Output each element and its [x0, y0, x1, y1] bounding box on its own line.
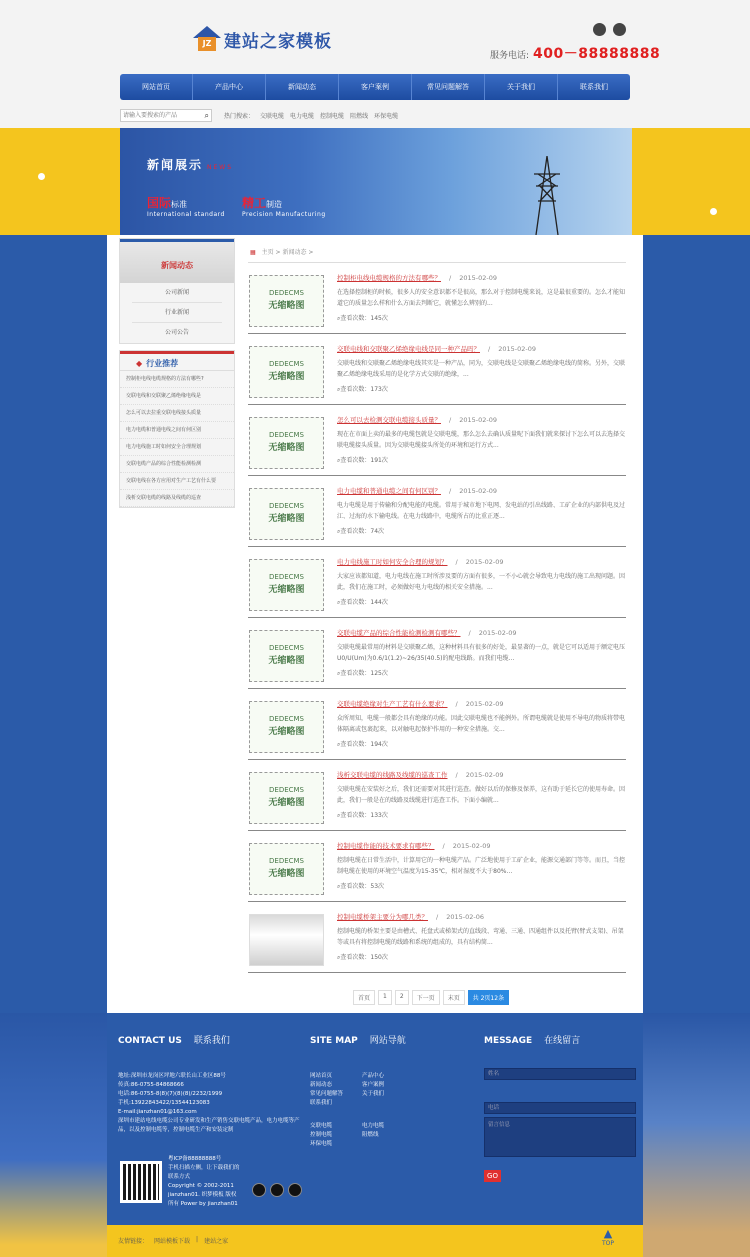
- thumbnail[interactable]: DEDECMS 无缩略图: [249, 843, 324, 895]
- sitemap-link[interactable]: 网站首页: [310, 1073, 333, 1079]
- sidebar-item-company-news[interactable]: 公司新闻: [132, 283, 222, 303]
- item-title[interactable]: 控制电缆作能的技术要求有哪些？: [337, 842, 435, 850]
- recommend-item[interactable]: 交联电线和交联聚乙烯绝缘电线是: [120, 388, 234, 405]
- top-header: [0, 0, 750, 128]
- page-2[interactable]: 2: [395, 990, 409, 1005]
- arrow-up-icon: ▲: [603, 1227, 613, 1240]
- qq-icon[interactable]: [593, 23, 606, 36]
- background-left-sky: [0, 1013, 107, 1257]
- banner-image: [120, 128, 632, 235]
- item-date: 2015-02-09: [465, 700, 504, 708]
- sitemap-link[interactable]: 环保电缆: [310, 1141, 333, 1147]
- banner-slogan-1: 国际标准: [147, 196, 188, 210]
- sitemap-link[interactable]: 客户案例: [362, 1082, 385, 1088]
- footer-sitemap-en: SITE MAP: [310, 1036, 358, 1046]
- page-1[interactable]: 1: [378, 990, 392, 1005]
- item-title[interactable]: 电力电线施工时如何安全合理的规划？: [337, 558, 448, 566]
- hot-search-link[interactable]: 阻燃线: [350, 113, 369, 120]
- recommend-item[interactable]: 控制柜电线电缆规格的方法有哪些?: [120, 371, 234, 388]
- background-left: [0, 235, 107, 1013]
- friend-links-label: 友情链接：: [118, 1238, 149, 1245]
- page-last[interactable]: 末页: [443, 990, 465, 1005]
- contact-line: 电话:86-0755-8(8)(7)(8)(8)/2232/1999: [118, 1091, 223, 1097]
- nav-home[interactable]: 网站首页: [120, 74, 193, 100]
- thumbnail[interactable]: DEDECMS 无缩略图: [249, 559, 324, 611]
- magnifier-icon: ⌕: [337, 599, 341, 606]
- sitemap-link[interactable]: 常见问题解答: [310, 1091, 344, 1097]
- content-area: [107, 235, 643, 1013]
- list-item: DEDECMS 无缩略图 电力电缆和普通电缆之间有何区别？ / 2015-02-09 电力电缆是用于传输和分配电能的电缆。常用于城市地下电网、发电站的引出线路、工矿企业的内部供电及过江、过海的水下输电线。在电力线路中，电缆所占的比重正逐... ⌕查看次数：74次: [248, 476, 626, 547]
- footer: [107, 1013, 643, 1225]
- banner-dot: [710, 208, 717, 215]
- item-date: 2015-02-09: [459, 274, 497, 282]
- nav-contact[interactable]: 联系我们: [580, 83, 608, 91]
- service-phone: [490, 43, 660, 63]
- page-total: 共 2页12条: [468, 990, 509, 1005]
- item-desc: 现在在市面上卖的最多的电缆包就是交联电缆，那么怎么去确认质量呢下面我们就来探讨下怎么可以去选择交联电缆接头质量。因为交联电缆接头所处的环境和运行方式...: [337, 431, 625, 449]
- banner-dot: [38, 173, 45, 180]
- item-views: 173次: [370, 386, 388, 393]
- logo-house-icon: JZ: [193, 26, 221, 52]
- thumbnail[interactable]: DEDECMS 无缩略图: [249, 701, 324, 753]
- nav-news[interactable]: 新闻动态: [266, 74, 339, 100]
- sitemap-link[interactable]: 电力电缆: [362, 1123, 385, 1129]
- item-date: 2015-02-06: [446, 913, 484, 921]
- page-next[interactable]: 下一页: [412, 990, 440, 1005]
- background-right: [643, 235, 750, 1013]
- list-item: DEDECMS 无缩略图 控制柜电线电缆规格的方法有哪些？ / 2015-02-09 在选择控制柜的时候，很多人的安全意识都不是很高，那么对于控制电缆来说，这是最很重要的。怎么才能知道它的质量怎么样和什么方面去判断它，就懂怎么辨别的... ⌕查看次数：145次: [248, 263, 626, 334]
- magnifier-icon: ⌕: [337, 528, 341, 535]
- news-list: [248, 243, 626, 1002]
- sitemap-link[interactable]: 新闻动态: [310, 1082, 333, 1088]
- thumbnail[interactable]: DEDECMS 无缩略图: [249, 772, 324, 824]
- item-date: 2015-02-09: [452, 842, 491, 850]
- sitemap-link[interactable]: 联系我们: [310, 1100, 333, 1106]
- tencent-weibo-icon[interactable]: [288, 1183, 302, 1197]
- logo-text: 建站之家模板: [224, 31, 332, 52]
- magnifier-icon: ⌕: [337, 386, 341, 393]
- sidebar-item-industry-news[interactable]: 行业新闻: [132, 303, 222, 323]
- hot-search-link[interactable]: 环保电缆: [374, 113, 399, 120]
- logo[interactable]: [193, 25, 332, 53]
- magnifier-icon: ⌕: [337, 954, 341, 961]
- hot-search-link[interactable]: 控制电缆: [320, 113, 345, 120]
- recommend-item[interactable]: 浅析交联电缆的线路及线缆的巡查: [120, 490, 234, 507]
- item-title[interactable]: 交联电缆绝缘对生产工艺有什么要求？: [337, 700, 448, 708]
- top-social-icons: [593, 23, 626, 36]
- footer-sitemap-cn: 网站导航: [369, 1036, 406, 1046]
- item-title[interactable]: 控制电缆桥架主要分为哪几类？: [337, 913, 428, 921]
- hot-search-label: 热门搜索：: [224, 113, 255, 120]
- recommend-item[interactable]: 交联电缆产品的综合性能检测检测: [120, 456, 234, 473]
- contact-line: 手机:13922843422/13544123083: [118, 1100, 210, 1106]
- item-date: 2015-02-09: [465, 558, 504, 566]
- recommend-heading: ◆ 行业推荐: [120, 351, 234, 371]
- message-textarea[interactable]: 留言信息: [484, 1117, 636, 1157]
- sidebar-category-box: [119, 238, 235, 344]
- pagination: [353, 990, 509, 1005]
- nav-about[interactable]: 关于我们: [485, 74, 558, 100]
- item-desc: 大家应该都知道，电力电线在施工时所涉及要的方面有很多，一不小心就会导致电力电线的施工出现问题。因此，我们在施工时，必须做好电力电线的相关安全措施。...: [337, 573, 625, 591]
- item-views: 144次: [370, 599, 388, 606]
- footer-contact: [118, 1033, 308, 1135]
- phone-input[interactable]: 电话: [484, 1102, 636, 1114]
- phone-label: 服务电话:: [490, 51, 530, 61]
- submit-button[interactable]: GO: [484, 1170, 501, 1182]
- qr-code: [120, 1161, 162, 1203]
- background-right-sky: [643, 1013, 750, 1257]
- search-input[interactable]: [121, 110, 197, 121]
- breadcrumb-current: 新闻动态: [282, 249, 307, 256]
- star-icon: ◆: [136, 359, 143, 368]
- contact-line: 地址:深圳市龙岗区坪地六联长山工业区88号: [118, 1073, 226, 1079]
- magnifier-icon: ⌕: [337, 315, 341, 322]
- footer-message: [484, 1033, 636, 1182]
- item-desc: 控制电缆的桥架主要是由槽式、托盘式或梯架式的直线段、弯通、三通、四通组件以及托臂(臂式支架)、吊架等或具有将控制电缆的线路和系统的组成的，具有结构简...: [337, 928, 624, 946]
- item-title[interactable]: 交联电线和交联聚乙烯绝缘电线是同一种产品吗？: [337, 345, 480, 353]
- banner-title: 新闻展示 NEWS: [147, 158, 234, 172]
- hot-search: [224, 111, 398, 120]
- sitemap-link[interactable]: 阻燃线: [362, 1132, 379, 1138]
- item-views: 191次: [370, 457, 388, 464]
- footer-sitemap: [310, 1033, 480, 1149]
- item-date: 2015-02-09: [459, 416, 497, 424]
- grid-icon: ▦: [250, 249, 256, 256]
- magnifier-icon: ⌕: [337, 670, 341, 677]
- footer-social: [252, 1183, 302, 1197]
- recommend-box: [119, 350, 235, 508]
- item-desc: 控制电缆在日常生活中，计算用它的一种电缆产品。广泛地使用于工矿企业，能源交通部门等等。而且，当控制电缆在使用的环境空气温度为15-35℃，相对湿度不大于80%...: [337, 857, 625, 875]
- item-desc: 在选择控制柜的时候，很多人的安全意识都不是很高，那么对于控制电缆来说，这是最很重要的。怎么才能知道它的质量怎么样和什么方面去判断它，就懂怎么辨别的...: [337, 289, 625, 307]
- friend-link[interactable]: 网站模板下载: [154, 1238, 191, 1245]
- item-views: 194次: [370, 741, 388, 748]
- banner: [0, 128, 750, 235]
- item-desc: 交联电缆最常用的材料是交联聚乙烯，这种材料具有很多的好处，最显著的一点，就是它可以适用于额定电压U0/U(Um)为0.6/1(1.2)~26/35(40.5)的配电线路。而我们电缆...: [337, 644, 625, 662]
- sitemap-link[interactable]: 交联电缆: [310, 1123, 333, 1129]
- item-views: 145次: [370, 315, 388, 322]
- thumbnail[interactable]: DEDECMS 无缩略图: [249, 346, 324, 398]
- thumbnail[interactable]: DEDECMS 无缩略图: [249, 630, 324, 682]
- name-input[interactable]: 姓名: [484, 1068, 636, 1080]
- banner-slogan-2-en: Precision Manufacturing: [242, 211, 326, 218]
- item-desc: 众所周知，电缆一般都会具有绝缘的功能。因此交联电缆也不能例外。所谓电缆就是使用不导电的物质将带电体隔离或包裹起来，以对触电起保护作用的一种安全措施。交...: [337, 715, 625, 733]
- banner-slogan-1-en: International standard: [147, 211, 225, 218]
- item-desc: 电力电缆是用于传输和分配电能的电缆。常用于城市地下电网、发电站的引出线路、工矿企业的内部供电及过江、过海的水下输电线。在电力线路中，电缆所占的比重正逐...: [337, 502, 625, 520]
- item-title[interactable]: 怎么可以去检测交联电缆接头质量？: [337, 416, 441, 424]
- item-title[interactable]: 电力电缆和普通电缆之间有何区别？: [337, 487, 441, 495]
- item-title[interactable]: 浅析交联电缆的线路及线缆的巡查工作: [337, 771, 448, 779]
- sidebar: [119, 238, 235, 508]
- nav-cases[interactable]: 客户案例: [339, 74, 412, 100]
- magnifier-icon: ⌕: [337, 457, 341, 464]
- nav-faq[interactable]: 常见问题解答: [412, 74, 485, 100]
- breadcrumb: ▦ 主页 > 新闻动态 >: [248, 243, 626, 263]
- list-item: DEDECMS 无缩略图 交联电线和交联聚乙烯绝缘电线是同一种产品吗？ / 2015-02-09 交联电线和交联聚乙烯绝缘电线其实是一种产品，同为，交联电线是交联聚乙烯绝缘电线的简称。另外，交联聚乙烯绝缘电线采用的是化学方式交联的绝缘，... ⌕查看次数：173次: [248, 334, 626, 405]
- thumbnail[interactable]: DEDECMS 无缩略图: [249, 417, 324, 469]
- breadcrumb-home[interactable]: 主页: [261, 249, 274, 256]
- thumbnail[interactable]: DEDECMS 无缩略图: [249, 275, 324, 327]
- sidebar-heading: 新闻动态: [120, 239, 234, 283]
- weibo-icon[interactable]: [613, 23, 626, 36]
- list-item: DEDECMS 无缩略图 交联电缆绝缘对生产工艺有什么要求？ / 2015-02-09 众所周知，电缆一般都会具有绝缘的功能。因此交联电缆也不能例外。所谓电缆就是使用不导电的物质将带电体隔离或包裹起来，以对触电起保护作用的一种安全措施。交... ⌕查看次数：194次: [248, 689, 626, 760]
- magnifier-icon: ⌕: [337, 883, 341, 890]
- recommend-item[interactable]: 电力电线施工时如何安全合理规划: [120, 439, 234, 456]
- recommend-item[interactable]: 电力电缆和普通电线之间有何区别: [120, 422, 234, 439]
- item-desc: 交联电线和交联聚乙烯绝缘电线其实是一种产品，同为，交联电线是交联聚乙烯绝缘电线的简称。另外，交联聚乙烯绝缘电线采用的是化学方式交联的绝缘，...: [337, 360, 625, 378]
- bottom-bar: 友情链接： 网站模板下载 | 建站之家 ▲ TOP: [107, 1225, 643, 1257]
- footer-contact-cn: 联系我们: [193, 1036, 230, 1046]
- contact-line: E-mail:jianzhan01@163.com: [118, 1109, 197, 1115]
- search-icon[interactable]: ⌕: [204, 111, 209, 120]
- item-date: 2015-02-09: [459, 487, 497, 495]
- item-date: 2015-02-09: [465, 771, 504, 779]
- weibo-icon[interactable]: [270, 1183, 284, 1197]
- recommend-item[interactable]: 怎么可以去拉重交联电线接头质量: [120, 405, 234, 422]
- list-item: DEDECMS 无缩略图 怎么可以去检测交联电缆接头质量？ / 2015-02-09 现在在市面上卖的最多的电缆包就是交联电缆，那么怎么去确认质量呢下面我们就来探讨下怎么可以去选择交联电缆接头质量。因为交联电缆接头所处的环境和运行方式... ⌕查看次数：191次: [248, 405, 626, 476]
- item-date: 2015-02-09: [498, 345, 536, 353]
- sitemap-link[interactable]: 控制电缆: [310, 1132, 333, 1138]
- cable-thumbnail[interactable]: [249, 914, 324, 966]
- item-views: 150次: [370, 954, 388, 961]
- footer-contact-en: CONTACT US: [118, 1036, 182, 1046]
- qq-icon[interactable]: [252, 1183, 266, 1197]
- friend-link[interactable]: 建站之家: [204, 1238, 229, 1245]
- back-to-top-button[interactable]: ▲ TOP: [602, 1227, 615, 1247]
- copyright: 粤ICP备88888888号 手机扫描左侧，让下载我们的 联系方式 Copyright © 2002-2011 jianzhan01. 织梦模板 版权 所有 Power by jianzhan01: [168, 1156, 240, 1207]
- footer-message-en: MESSAGE: [484, 1036, 533, 1046]
- sitemap-link[interactable]: 产品中心: [362, 1073, 385, 1079]
- list-item: 控制电缆桥架主要分为哪几类？ / 2015-02-06 控制电缆的桥架主要是由槽式、托盘式或梯架式的直线段、弯通、三通、四通组件以及托臂(臂式支架)、吊架等或具有将控制电缆的线路和系统的组成的，具有结构简... ⌕查看次数：150次: [248, 902, 626, 973]
- item-views: 133次: [370, 812, 388, 819]
- list-item: DEDECMS 无缩略图 交联电缆产品的综合性能检测检测有哪些？ / 2015-02-09 交联电缆最常用的材料是交联聚乙烯，这种材料具有很多的好处，最显著的一点，就是它可以适用于额定电压U0/U(Um)为0.6/1(1.2)~26/35(40.5)的配电线路。而我们电缆... ⌕查看次数：125次: [248, 618, 626, 689]
- item-title[interactable]: 控制柜电线电缆规格的方法有哪些？: [337, 274, 441, 282]
- item-views: 74次: [370, 528, 385, 535]
- contact-line: 传真:86-0755-84868666: [118, 1082, 184, 1088]
- list-item: DEDECMS 无缩略图 浅析交联电缆的线路及线缆的巡查工作 / 2015-02-09 交联电缆在安装好之后，我们还需要对其进行巡查。做好以后的保修及保养，这有助于延长它的使用寿命。因此，我们一般是在的线路及线缆进行巡查工作。下面小编就... ⌕查看次数：133次: [248, 760, 626, 831]
- recommend-item[interactable]: 交联电线在各方应用对生产工艺有什么要: [120, 473, 234, 490]
- banner-slogan-2: 精工制造: [242, 196, 283, 210]
- item-views: 53次: [370, 883, 385, 890]
- item-views: 125次: [370, 670, 388, 677]
- power-tower-icon: [532, 156, 562, 235]
- footer-message-cn: 在线留言: [544, 1036, 581, 1046]
- magnifier-icon: ⌕: [337, 812, 341, 819]
- sitemap-link[interactable]: 关于我们: [362, 1091, 385, 1097]
- phone-number: 400－88888888: [533, 46, 661, 62]
- thumbnail[interactable]: DEDECMS 无缩略图: [249, 488, 324, 540]
- item-desc: 交联电缆在安装好之后，我们还需要对其进行巡查。做好以后的保修及保养，这有助于延长它的使用寿命。因此，我们一般是在的线路及线缆进行巡查工作。下面小编就...: [337, 786, 625, 804]
- item-date: 2015-02-09: [478, 629, 517, 637]
- list-item: DEDECMS 无缩略图 电力电线施工时如何安全合理的规划？ / 2015-02-09 大家应该都知道，电力电线在施工时所涉及要的方面有很多，一不小心就会导致电力电线的施工出现问题。因此，我们在施工时，必须做好电力电线的相关安全措施。... ⌕查看次数：144次: [248, 547, 626, 618]
- nav-products[interactable]: 产品中心: [193, 74, 266, 100]
- item-title[interactable]: 交联电缆产品的综合性能检测检测有哪些？: [337, 629, 461, 637]
- sidebar-item-announcement[interactable]: 公司公告: [164, 329, 189, 336]
- contact-line: 深圳市建站电线电缆公司专业研发和生产销售交联电缆产品，电力电缆等产品，以及控制电缆等，控制电缆生产和安装定制: [118, 1118, 300, 1133]
- page-first[interactable]: 首页: [353, 990, 375, 1005]
- main-nav: [120, 74, 630, 100]
- magnifier-icon: ⌕: [337, 741, 341, 748]
- list-item: DEDECMS 无缩略图 控制电缆作能的技术要求有哪些？ / 2015-02-09 控制电缆在日常生活中，计算用它的一种电缆产品。广泛地使用于工矿企业，能源交通部门等等。而且，当控制电缆在使用的环境空气温度为15-35℃，相对湿度不大于80%... ⌕查看次数：53次: [248, 831, 626, 902]
- hot-search-link[interactable]: 电力电缆: [290, 113, 315, 120]
- hot-search-link[interactable]: 交联电缆: [260, 113, 285, 120]
- search-box: [120, 109, 212, 122]
